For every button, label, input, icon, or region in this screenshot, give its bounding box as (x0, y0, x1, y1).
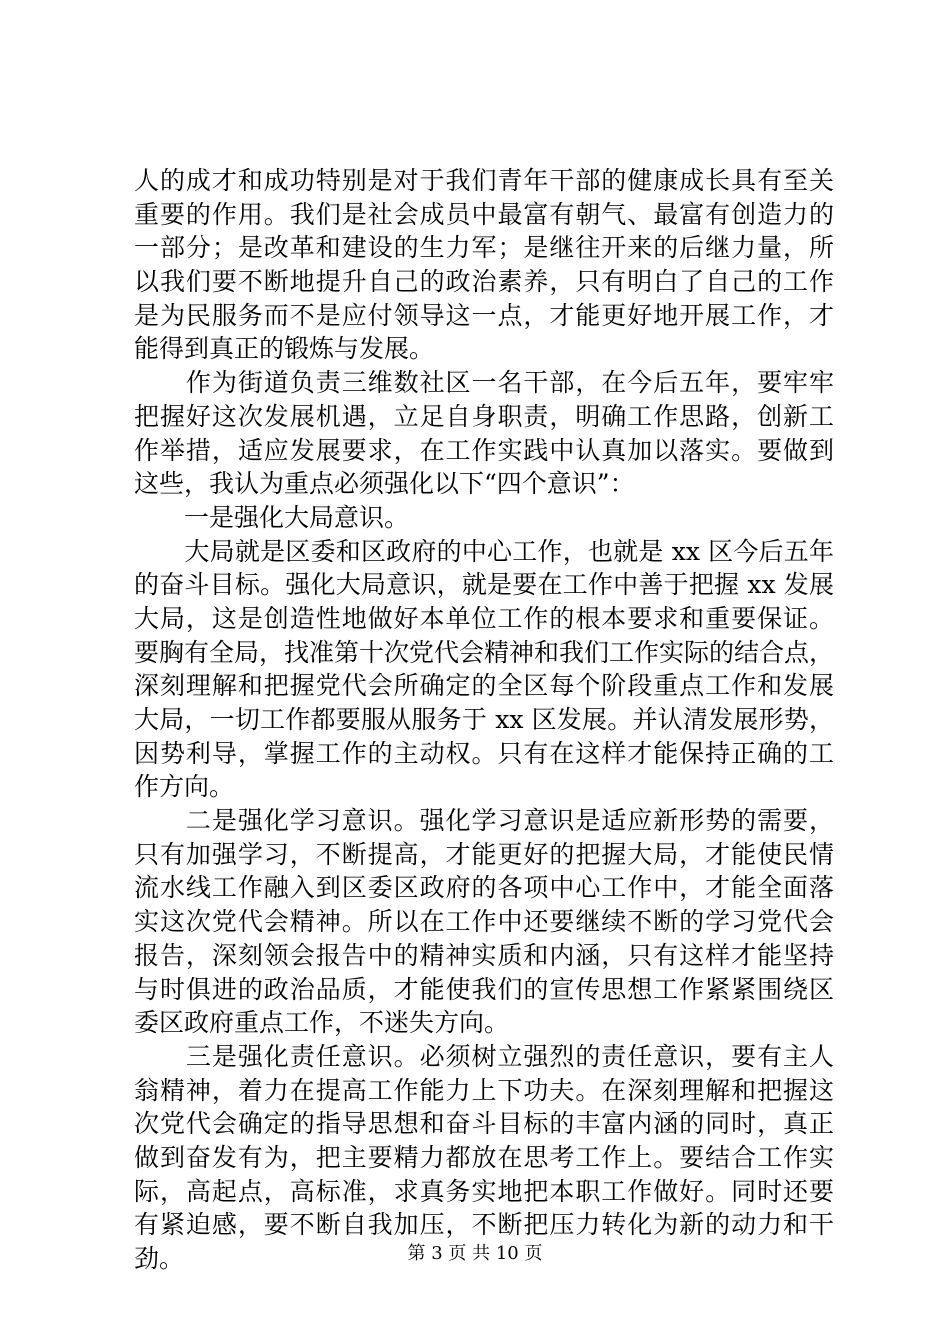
text-line: 做到奋发有为，把主要精力都放在思考工作上。要结合工作实 (134, 1142, 834, 1172)
text-line: 三是强化责任意识。必须树立强烈的责任意识，要有主人 (134, 1041, 834, 1071)
text-line: 因势利导，掌握工作的主动权。只有在这样才能保持正确的工 (134, 738, 834, 768)
text-line: 一是强化大局意识。 (134, 502, 410, 532)
page-footer: 第 3 页 共 10 页 (407, 1243, 543, 1264)
text-line: 重要的作用。我们是社会成员中最富有朝气、最富有创造力的 (134, 199, 834, 229)
text-line: 作方向。 (134, 772, 235, 802)
text-line: 以我们要不断地提升自己的政治素养，只有明白了自己的工作 (134, 267, 834, 297)
text-line: 委区政府重点工作，不迷失方向。 (134, 1008, 510, 1038)
text-line: 作为街道负责三维数社区一名干部，在今后五年，要牢牢 (134, 368, 834, 398)
text-line: 大局，这是创造性地做好本单位工作的根本要求和重要保证。 (134, 603, 834, 633)
text-line: 有紧迫感，要不断自我加压，不断把压力转化为新的动力和干 (134, 1210, 834, 1240)
text-line: 实这次党代会精神。所以在工作中还要继续不断的学习党代会 (134, 907, 834, 937)
text-line: 报告，深刻领会报告中的精神实质和内涵，只有这样才能坚持 (134, 940, 834, 970)
text-line: 一部分；是改革和建设的生力军；是继往开来的后继力量，所 (134, 233, 834, 263)
text-line: 大局，一切工作都要服从服务于 xx 区发展。并认清发展形势， (134, 705, 834, 734)
text-line: 作举措，适应发展要求，在工作实践中认真加以落实。要做到 (134, 435, 834, 465)
text-line: 次党代会确定的指导思想和奋斗目标的丰富内涵的同时，真正 (134, 1109, 834, 1139)
text-line: 只有加强学习，不断提高，才能更好的把握大局，才能使民情 (134, 839, 834, 869)
text-line: 大局就是区委和区政府的中心工作，也就是 xx 区今后五年 (134, 536, 834, 566)
text-line: 际，高起点，高标准，求真务实地把本职工作做好。同时还要 (134, 1176, 834, 1206)
text-line: 翁精神，着力在提高工作能力上下功夫。在深刻理解和把握这 (134, 1075, 834, 1105)
text-line: 能得到真正的锻炼与发展。 (134, 334, 435, 364)
text-line: 深刻理解和把握党代会所确定的全区每个阶段重点工作和发展 (134, 671, 834, 701)
text-line: 人的成才和成功特别是对于我们青年干部的健康成长具有至关 (134, 166, 834, 195)
text-line: 劲。 (134, 1244, 185, 1273)
text-line: 的奋斗目标。强化大局意识，就是要在工作中善于把握 xx 发展 (134, 570, 834, 600)
text-line: 把握好这次发展机遇，立足自身职责，明确工作思路，创新工 (134, 401, 834, 431)
text-line: 是为民服务而不是应付领导这一点，才能更好地开展工作，才 (134, 300, 834, 330)
text-line: 二是强化学习意识。强化学习意识是适应新形势的需要， (134, 806, 834, 836)
text-line: 要胸有全局，找准第十次党代会精神和我们工作实际的结合点， (134, 637, 835, 667)
text-line: 与时俱进的政治品质，才能使我们的宣传思想工作紧紧围绕区 (134, 974, 834, 1004)
document-body (134, 164, 834, 1276)
text-line: 这些，我认为重点必须强化以下“四个意识”： (134, 469, 635, 499)
text-line: 流水线工作融入到区委区政府的各项中心工作中，才能全面落 (134, 873, 834, 903)
